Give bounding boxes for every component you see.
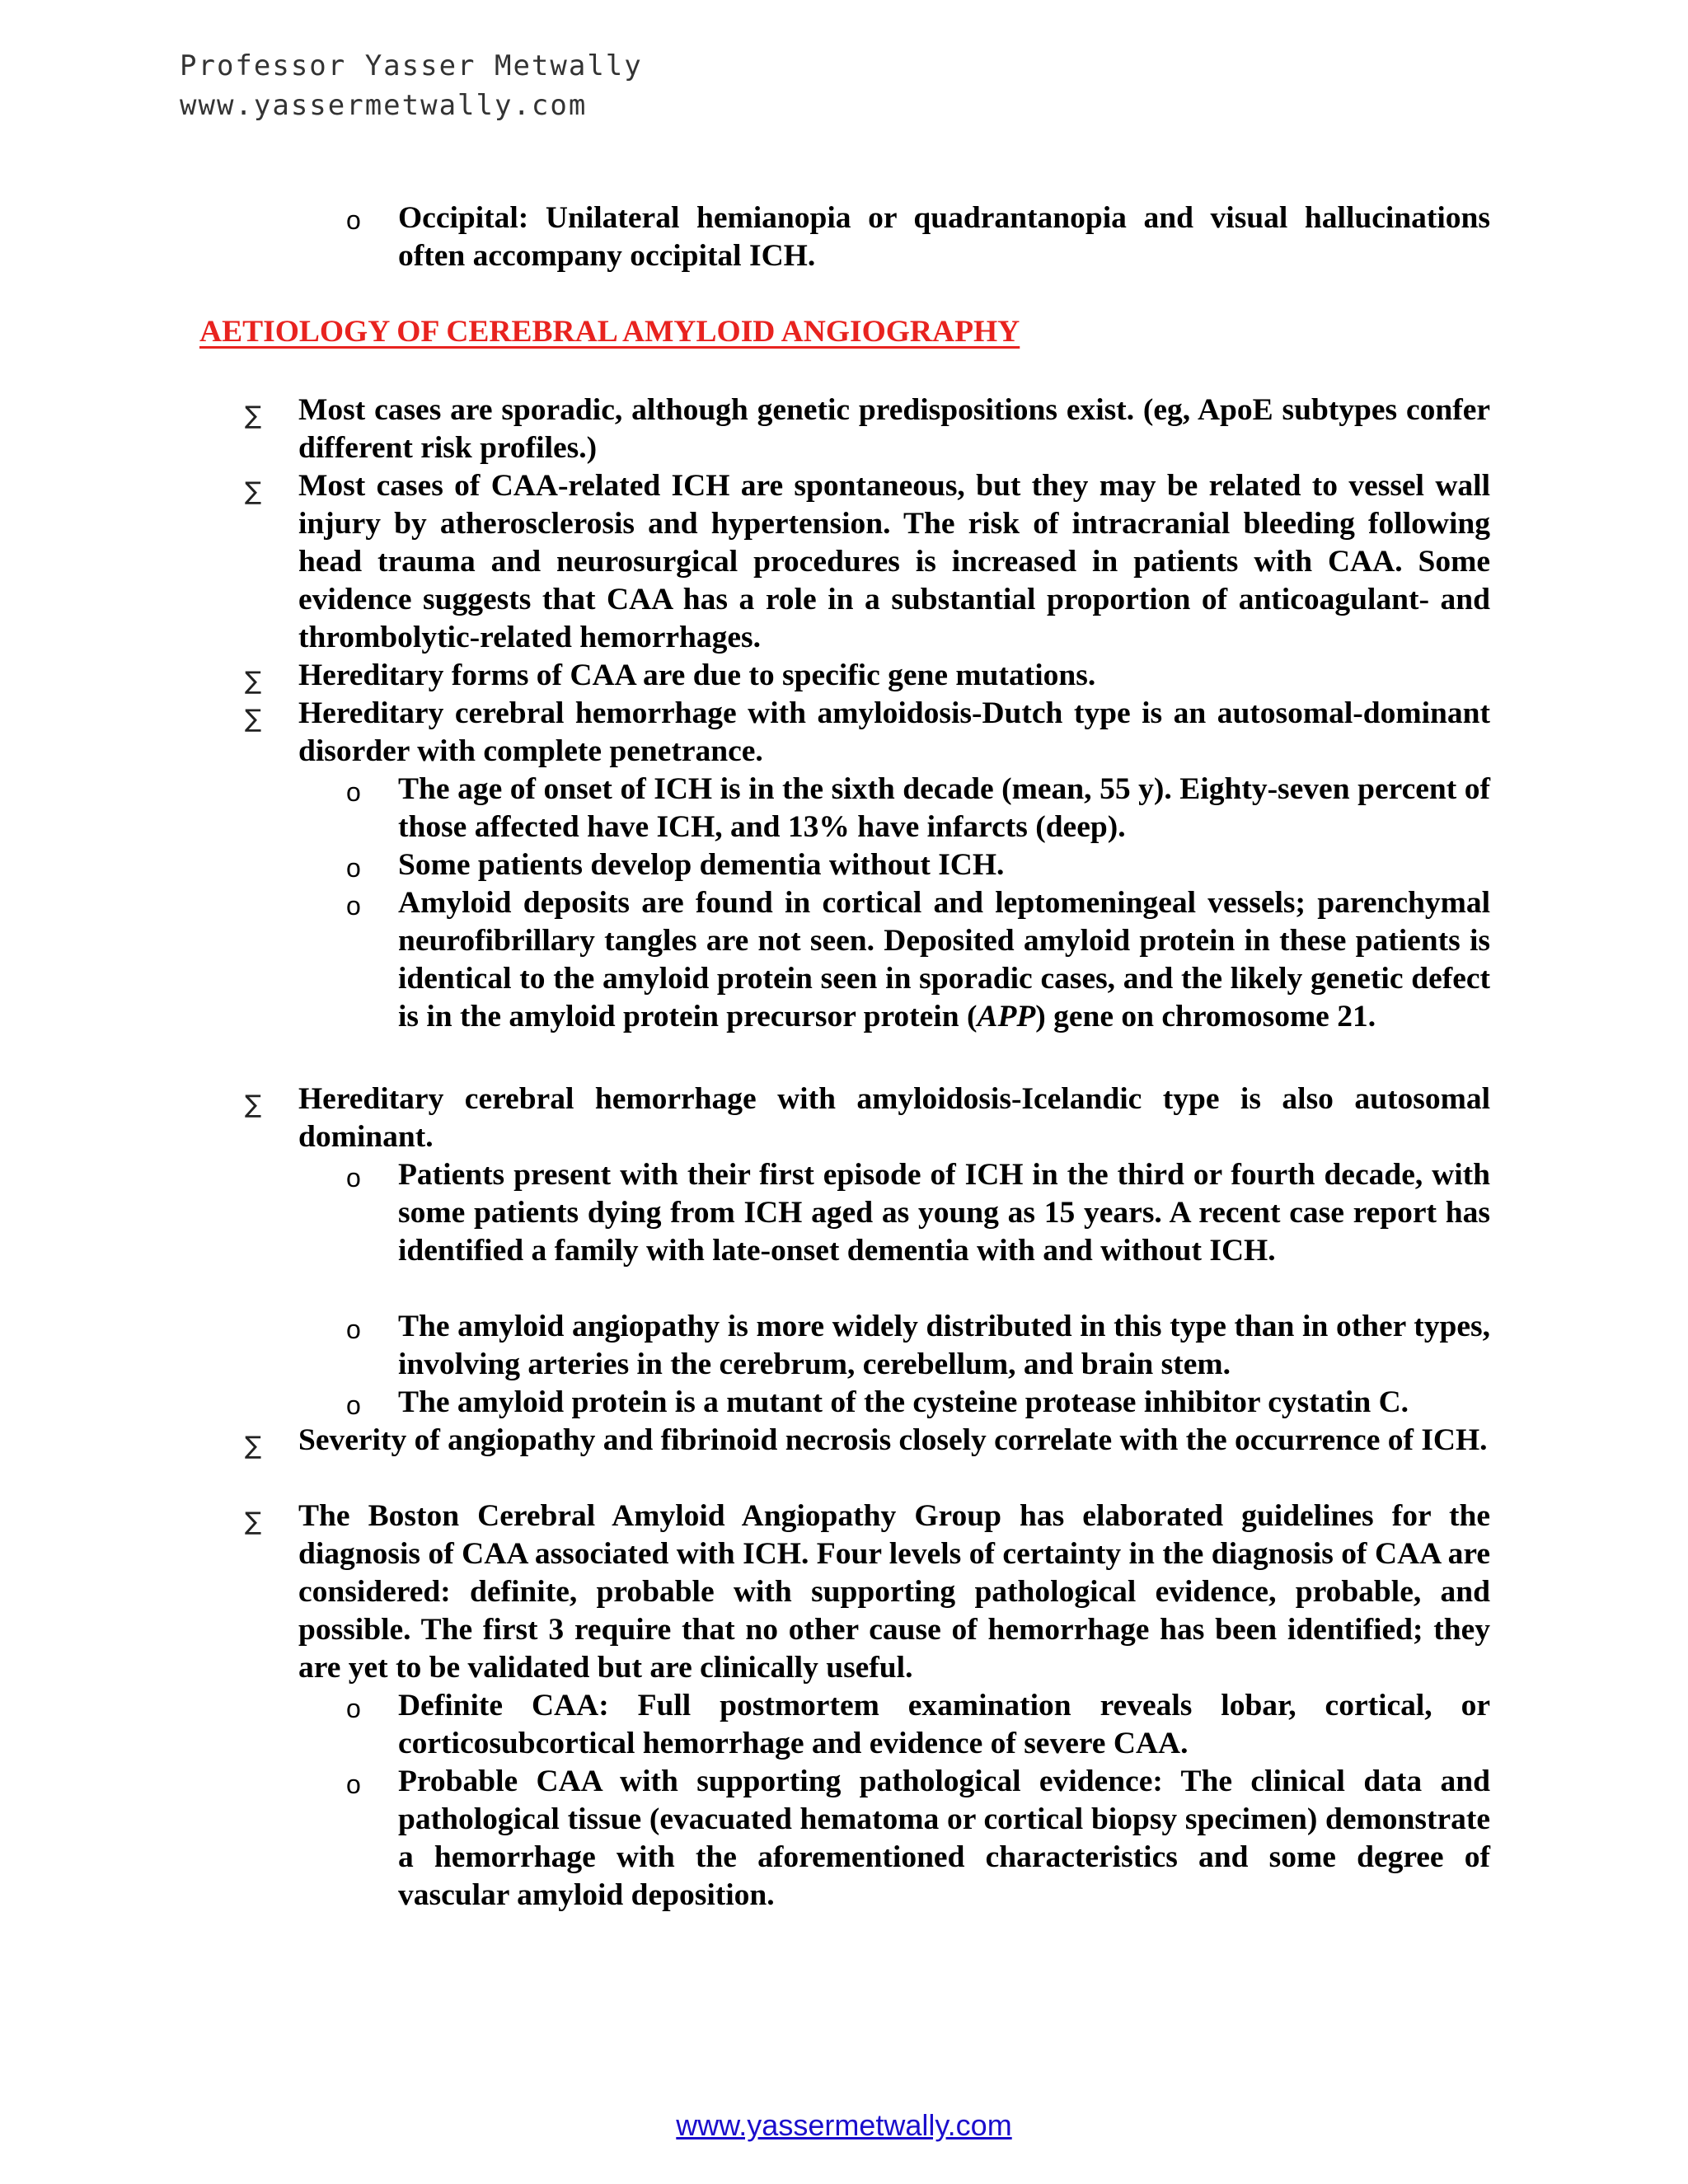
list-item-text: The amyloid angiopathy is more widely distributed in this type than in other types, involving arteries in the cerebrum, cerebellum, and brain stem. <box>398 1310 1490 1381</box>
section-heading: AETIOLOGY OF CEREBRAL AMYLOID ANGIOGRAPHY <box>199 315 1020 349</box>
sub-list-item <box>398 1687 1490 1763</box>
list-item <box>298 695 1490 771</box>
sigma-bullet-marker: ∑ <box>245 401 262 430</box>
sub-bullet-marker: o <box>346 205 361 235</box>
list-item-text: Occipital: Unilateral hemianopia or quadrantanopia and visual hallucinations often accompany occipital ICH. <box>398 201 1490 273</box>
sigma-bullet-marker: ∑ <box>245 477 262 506</box>
list-item-text: Hereditary cerebral hemorrhage with amyloidosis-Dutch type is an autosomal-dominant disorder with complete penetrance. <box>298 696 1490 768</box>
list-item-occipital <box>398 199 1490 275</box>
sub-bullet-marker: o <box>346 777 361 807</box>
sub-list-item <box>398 771 1490 846</box>
sigma-bullet-marker: ∑ <box>245 667 262 696</box>
list-item <box>298 657 1490 695</box>
list-item-text <box>398 884 1490 1036</box>
list-item <box>298 1422 1490 1460</box>
sub-list-item <box>398 1384 1490 1422</box>
list-item <box>298 1497 1490 1687</box>
list-item-text: Probable CAA with supporting pathological evidence: The clinical data and pathological tissue (evacuated hematoma or cortical biopsy specimen) demonstrate a hemorrhage with the aforementioned characteristics and some degree of vascular amyloid deposition. <box>398 1765 1490 1912</box>
sub-list-item <box>398 1308 1490 1384</box>
sub-bullet-marker: o <box>346 1315 361 1344</box>
header-website: www.yassermetwally.com <box>180 89 588 122</box>
list-item-text: Some patients develop dementia without ICH. <box>398 848 1005 882</box>
list-item-text: Severity of angiopathy and fibrinoid necrosis closely correlate with the occurrence of ICH. <box>298 1423 1488 1457</box>
list-item-text: The amyloid protein is a mutant of the cysteine protease inhibitor cystatin C. <box>398 1385 1409 1419</box>
list-item <box>298 467 1490 657</box>
footer-website-link[interactable]: www.yassermetwally.com <box>676 2108 1012 2142</box>
text-part: ) gene on chromosome 21. <box>1035 1000 1376 1033</box>
sub-bullet-marker: o <box>346 853 361 883</box>
list-item-text: Hereditary cerebral hemorrhage with amyloidosis-Icelandic type is also autosomal dominant. <box>298 1082 1490 1154</box>
sub-bullet-marker: o <box>346 891 361 921</box>
list-item-text: Most cases of CAA-related ICH are spontaneous, but they may be related to vessel wall injury by atherosclerosis and hypertension. The risk of intracranial bleeding following head trauma and neurosurgical procedures is increased in patients with CAA. Some evidence suggests that CAA has a role in a substantial proportion of anticoagulant- and thrombolytic-related hemorrhages. <box>298 469 1490 654</box>
list-item-text: Most cases are sporadic, although genetic predispositions exist. (eg, ApoE subtypes confer different risk profiles.) <box>298 393 1490 465</box>
text-part: Amyloid deposits are found in cortical and leptomeningeal vessels; parenchymal neurofibrillary tangles are not seen. Deposited amyloid protein in these patients is identical to the amyloid protein seen in sporadic cases, and the likely genetic defect is in the amyloid protein precursor protein ( <box>398 886 1490 1033</box>
list-item-text: The age of onset of ICH is in the sixth decade (mean, 55 y). Eighty-seven percent of those affected have ICH, and 13% have infarcts (deep). <box>398 772 1490 844</box>
list-item-text: The Boston Cerebral Amyloid Angiopathy Group has elaborated guidelines for the diagnosis of CAA associated with ICH. Four levels of certainty in the diagnosis of CAA are considered: definite, probable with supporting pathological evidence, probable, and possible. The first 3 require that no other cause of hemorrhage has been identified; they are yet to be validated but are clinically useful. <box>298 1499 1490 1685</box>
sub-list-item <box>398 1763 1490 1915</box>
sigma-bullet-marker: ∑ <box>245 705 262 733</box>
page-header <box>180 46 643 125</box>
sub-bullet-marker: o <box>346 1694 361 1723</box>
sub-list-item <box>398 1156 1490 1270</box>
sub-bullet-marker: o <box>346 1769 361 1799</box>
sigma-bullet-marker: ∑ <box>245 1507 262 1536</box>
sigma-bullet-marker: ∑ <box>245 1090 262 1119</box>
header-author: Professor Yasser Metwally <box>180 49 643 82</box>
list-item <box>298 1080 1490 1156</box>
list-item-text: Patients present with their first episode of ICH in the third or fourth decade, with some patients dying from ICH aged as young as 15 years. A recent case report has identified a family with late-onset dementia with and without ICH. <box>398 1158 1490 1268</box>
sub-list-item <box>398 884 1490 1036</box>
list-item <box>298 391 1490 467</box>
sub-bullet-marker: o <box>346 1163 361 1193</box>
sub-bullet-marker: o <box>346 1390 361 1420</box>
sub-list-item <box>398 846 1490 884</box>
gene-name-italic: APP <box>977 1000 1036 1033</box>
list-item-text: Definite CAA: Full postmortem examination reveals lobar, cortical, or corticosubcortical hemorrhage and evidence of severe CAA. <box>398 1689 1490 1760</box>
list-item-text: Hereditary forms of CAA are due to specific gene mutations. <box>298 658 1096 692</box>
sigma-bullet-marker: ∑ <box>245 1432 262 1460</box>
